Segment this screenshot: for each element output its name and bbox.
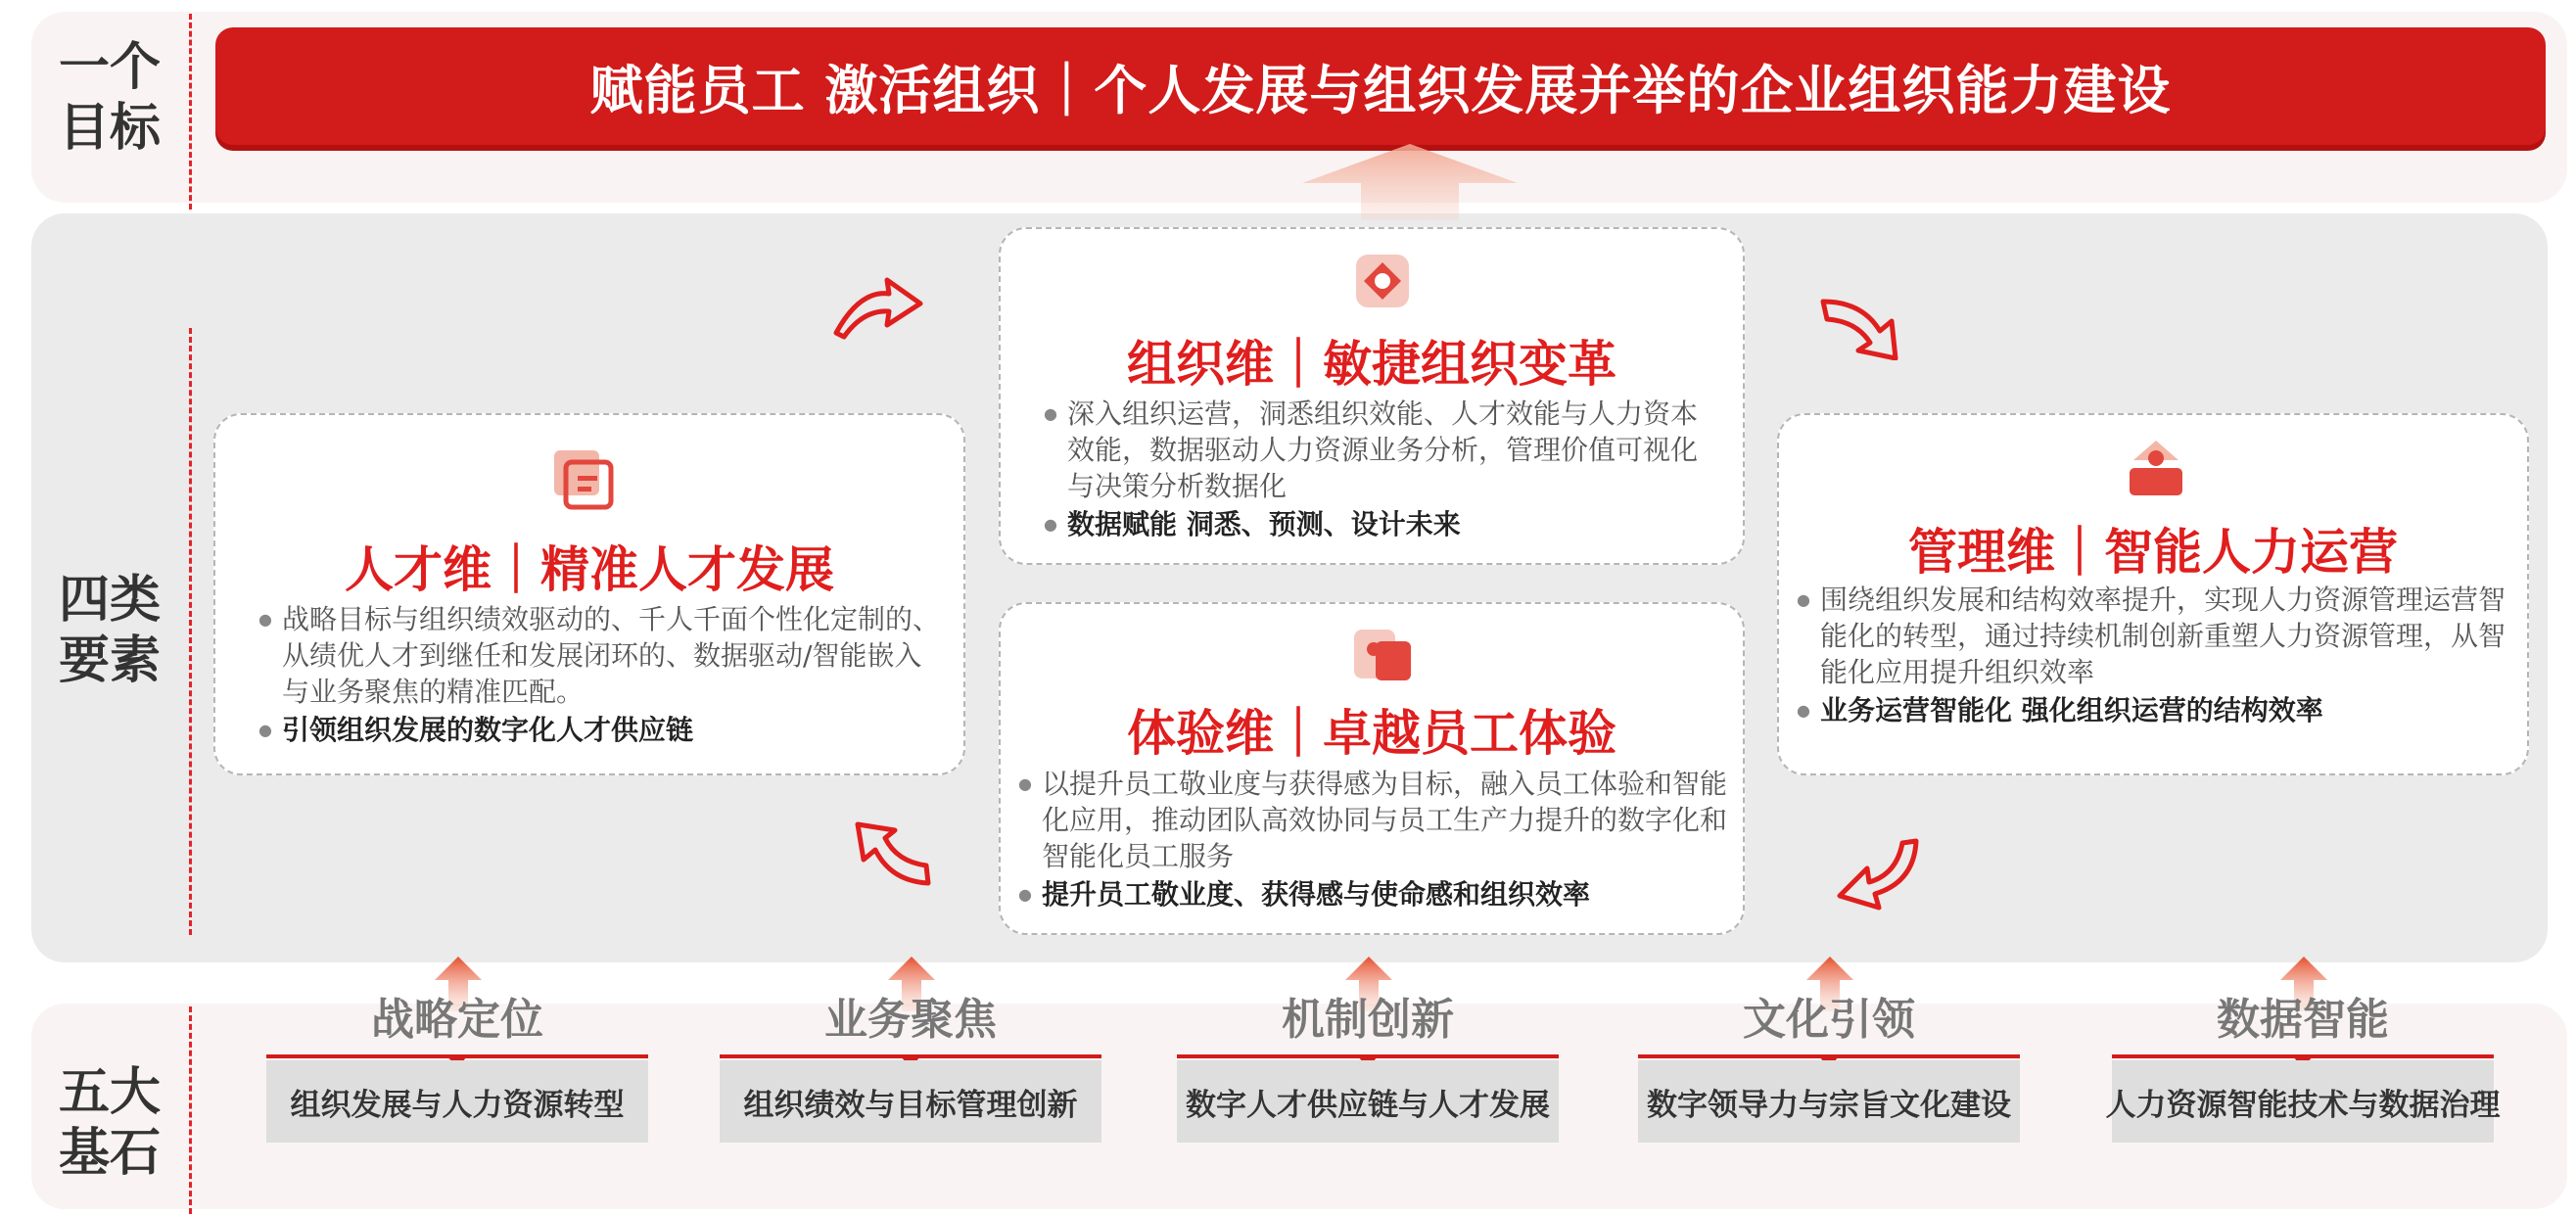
elements-label-line-1: 四类 xyxy=(59,571,162,630)
up-arrow-icon xyxy=(1292,142,1527,220)
mgmt-card-point: ● 围绕组织发展和结构效率提升，实现人力资源管理运营智能化的转型，通过持续机制创新重塑人力资源管理，从智能化应用提升组织效率 xyxy=(1797,582,2516,690)
pillar-title: 机制创新 xyxy=(1282,995,1454,1045)
mgmt-card xyxy=(1777,413,2529,775)
org-card-point: ● 深入组织运营，洞悉组织效能、人才效能与人力资本效能，数据驱动人力资源业务分析，管理价值可视化与决策分析数据化 xyxy=(1044,396,1719,504)
org-card-title: 组织维｜敏捷组织变革 xyxy=(1127,336,1616,393)
exp-card-body xyxy=(1018,766,1738,912)
exp-card xyxy=(999,602,1745,935)
mgmt-card-title: 管理维｜智能人力运营 xyxy=(1908,524,2398,581)
pillar-3 xyxy=(1177,955,1559,1150)
talent-card-highlight: ● 引领组织发展的数字化人才供应链 xyxy=(258,712,944,748)
pillar-5 xyxy=(2105,955,2501,1150)
exp-card-title: 体验维｜卓越员工体验 xyxy=(1127,705,1616,762)
talent-card xyxy=(213,413,965,775)
elements-label-line-2: 要素 xyxy=(59,631,162,690)
cycle-arrow-icon-top-right xyxy=(1819,292,1913,360)
org-card-highlight: ● 数据赋能 洞悉、预测、设计未来 xyxy=(1044,506,1719,542)
pillar-title: 战略定位 xyxy=(371,995,543,1045)
pillar-box: 数字人才供应链与人才发展 xyxy=(1177,1060,1559,1143)
pillar-title: 文化引领 xyxy=(1743,995,1915,1045)
cycle-arrow-icon-bottom-right xyxy=(1834,837,1922,913)
exp-card-point: ● 以提升员工敬业度与获得感为目标，融入员工体验和智能化应用，推动团队高效协同与员工生产力提升的数字化和智能化员工服务 xyxy=(1018,766,1738,874)
pillar-1 xyxy=(266,955,648,1150)
pillar-2 xyxy=(720,955,1101,1150)
foundation-label-line-1: 五大 xyxy=(59,1063,162,1122)
mgmt-icon xyxy=(2122,435,2190,503)
separator-foundation xyxy=(189,1006,192,1214)
mgmt-card-highlight: ● 业务运营智能化 强化组织运营的结构效率 xyxy=(1797,692,2516,728)
talent-card-body xyxy=(258,601,944,748)
org-card xyxy=(999,227,1745,565)
cycle-arrow-icon-bottom-left xyxy=(844,820,932,891)
pillar-box: 组织绩效与目标管理创新 xyxy=(720,1060,1101,1143)
talent-card-title: 人才维｜精准人才发展 xyxy=(345,541,834,598)
elements-label xyxy=(59,570,176,691)
cycle-arrow-icon-top-left xyxy=(830,272,924,341)
pillar-title: 数据智能 xyxy=(2217,995,2389,1045)
exp-card-highlight: ● 提升员工敬业度、获得感与使命感和组织效率 xyxy=(1018,876,1738,912)
foundation-label xyxy=(59,1062,176,1184)
org-icon xyxy=(1348,247,1417,315)
goal-banner: 赋能员工 激活组织｜个人发展与组织发展并举的企业组织能力建设 xyxy=(215,27,2546,145)
separator-goal xyxy=(189,14,192,210)
pillar-title: 业务聚焦 xyxy=(824,995,997,1045)
experience-icon xyxy=(1348,620,1417,688)
talent-card-point: ● 战略目标与组织绩效驱动的、千人千面个性化定制的、从绩优人才到继任和发展闭环的、数据驱动/智能嵌入与业务聚焦的精准匹配。 xyxy=(258,601,944,710)
mgmt-card-body xyxy=(1797,582,2516,728)
goal-label xyxy=(59,37,176,159)
org-card-body xyxy=(1044,396,1719,542)
pillar-box: 数字领导力与宗旨文化建设 xyxy=(1638,1060,2020,1143)
goal-label-line-1: 一个 xyxy=(59,38,162,97)
talent-icon xyxy=(548,444,617,513)
foundation-label-line-2: 基石 xyxy=(59,1124,162,1183)
pillar-4 xyxy=(1638,955,2020,1150)
pillar-box: 组织发展与人力资源转型 xyxy=(266,1060,648,1143)
goal-label-line-2: 目标 xyxy=(59,99,162,158)
separator-elements xyxy=(189,328,192,935)
pillar-box: 人力资源智能技术与数据治理 xyxy=(2112,1060,2494,1143)
